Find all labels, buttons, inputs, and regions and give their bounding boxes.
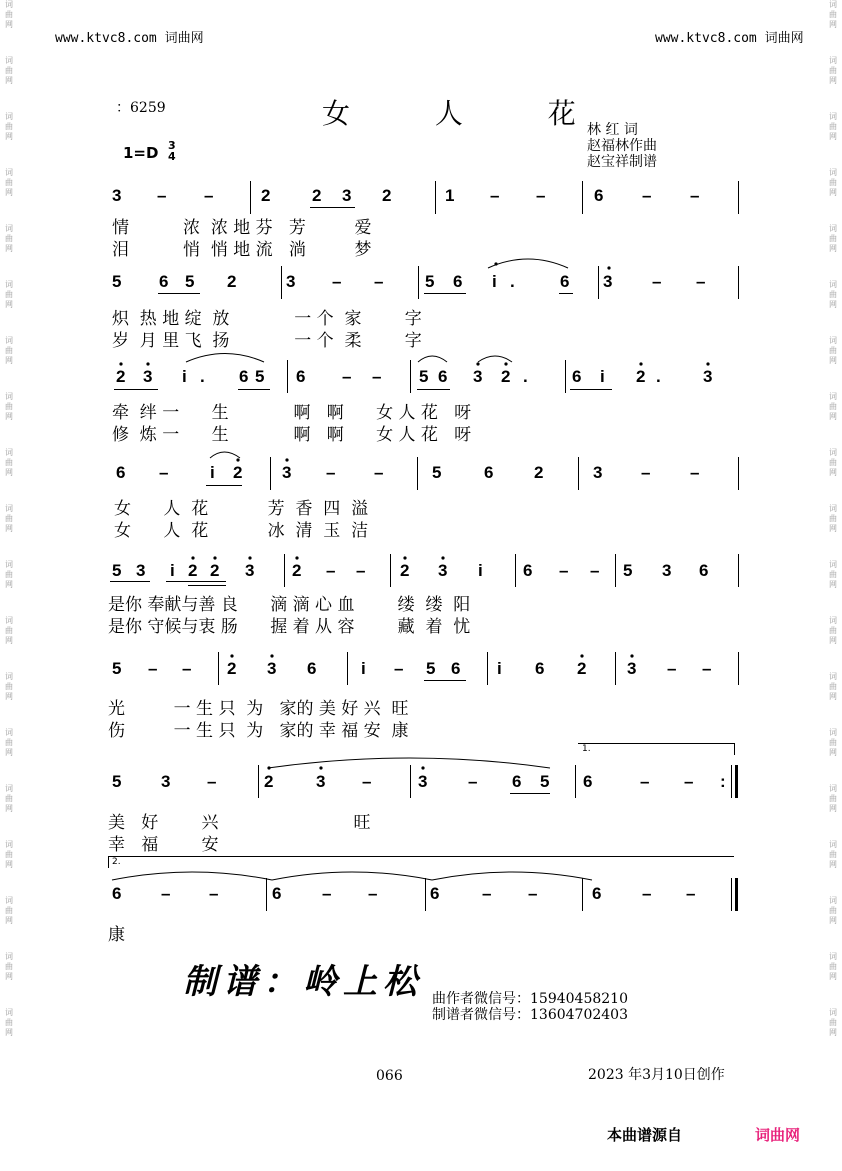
lyrics-verse-2: 伤 一 生 只 为 家的 幸 福 安 康 (108, 721, 409, 741)
watermark-text: 词 曲 网 (829, 56, 837, 85)
watermark-text: 词 曲 网 (5, 672, 13, 701)
octave-dot (476, 362, 479, 365)
watermark-text: 词 曲 网 (5, 0, 13, 29)
octave-dot (248, 556, 251, 559)
watermark-text: 词 曲 网 (829, 224, 837, 253)
lyrics-verse-1: 是你 奉献与善 良 滴 滴 心 血 缕 缕 阳 (108, 595, 471, 615)
lyrics-verse-1: 康 (108, 925, 125, 945)
watermark-text: 词 曲 网 (829, 0, 837, 29)
tie (268, 758, 550, 768)
octave-dot (494, 262, 497, 265)
lyrics-verse-1: 情 浓 浓 地 芬 芳 爱 (112, 218, 372, 238)
octave-dot (441, 556, 444, 559)
watermark-text: 词 曲 网 (5, 728, 13, 757)
watermark-text: 词 曲 网 (829, 560, 837, 589)
watermark-text: 词 曲 网 (5, 448, 13, 477)
tie (272, 872, 432, 880)
octave-dot (504, 362, 507, 365)
arranger-signature: 制谱：岭上松 (183, 962, 423, 1002)
octave-dot (580, 654, 583, 657)
lyrics-verse-1: 牵 绊 一 生 啊 啊 女 人 花 呀 (112, 403, 472, 423)
octave-dot (191, 556, 194, 559)
header-url-left[interactable]: www.ktvc8.com 词曲网 (55, 31, 204, 46)
watermark-text: 词 曲 网 (829, 672, 837, 701)
watermark-text: 词 曲 网 (829, 168, 837, 197)
header-url-right[interactable]: www.ktvc8.com 词曲网 (655, 31, 804, 46)
watermark-text: 词 曲 网 (5, 784, 13, 813)
watermark-text: 词 曲 网 (5, 616, 13, 645)
lyrics-verse-2: 泪 悄 悄 地 流 淌 梦 (112, 240, 372, 260)
lyrics-verse-1: 女 人 花 芳 香 四 溢 (114, 499, 369, 519)
octave-dot (213, 556, 216, 559)
volta-1-label: 1. (582, 744, 591, 754)
tie (478, 356, 512, 362)
watermark-text: 词 曲 网 (5, 560, 13, 589)
lyrics-verse-2: 岁 月 里 飞 扬 一 个 柔 字 (112, 331, 422, 351)
arranger-wechat: 制谱者微信号：13604702403 (432, 1007, 628, 1023)
octave-dot (319, 766, 322, 769)
lyrics-verse-1: 炽 热 地 绽 放 一 个 家 字 (112, 309, 422, 329)
creation-date: 2023 年3月10日创作 (588, 1067, 725, 1083)
octave-dot (403, 556, 406, 559)
octave-dot (706, 362, 709, 365)
time-sig-bottom: 4 (168, 150, 176, 163)
watermark-text: 词 曲 网 (5, 952, 13, 981)
lyrics-verse-1: 光 一 生 只 为 家的 美 好 兴 旺 (108, 699, 409, 719)
watermark-text: 词 曲 网 (829, 728, 837, 757)
watermark-text: 词 曲 网 (829, 392, 837, 421)
octave-dot (421, 766, 424, 769)
octave-dot (230, 654, 233, 657)
credit-composer: 赵福林作曲 (587, 138, 657, 154)
composer-wechat: 曲作者微信号：15940458210 (432, 991, 628, 1007)
source-label: 本曲谱源自 (607, 1126, 683, 1144)
credit-arranger: 赵宝祥制谱 (587, 154, 657, 170)
lyrics-verse-2: 是你 守候与衷 肠 握 着 从 容 藏 着 忧 (108, 617, 471, 637)
watermark-text: 词 曲 网 (5, 336, 13, 365)
watermark-text: 词 曲 网 (829, 952, 837, 981)
watermark-text: 词 曲 网 (829, 1008, 837, 1037)
watermark-text: 词 曲 网 (5, 840, 13, 869)
source-brand-link[interactable]: 词曲网 (755, 1126, 801, 1144)
octave-dot (639, 362, 642, 365)
watermark-text: 词 曲 网 (829, 616, 837, 645)
lyrics-verse-1: 美 好 兴 旺 (108, 813, 371, 833)
tie (418, 356, 447, 362)
octave-dot (146, 362, 149, 365)
page-title: 女 人 花 (322, 97, 614, 130)
watermark-text: 词 曲 网 (829, 504, 837, 533)
watermark-text: 词 曲 网 (5, 896, 13, 925)
watermark-text: 词 曲 网 (829, 896, 837, 925)
time-sig-top: 3 (168, 139, 176, 152)
tie (488, 259, 568, 268)
watermark-text: 词 曲 网 (5, 504, 13, 533)
watermark-text: 词 曲 网 (829, 448, 837, 477)
score-id-label: ：6259 (116, 100, 166, 116)
watermark-text: 词 曲 网 (5, 280, 13, 309)
octave-dot (119, 362, 122, 365)
watermark-text: 词 曲 网 (829, 840, 837, 869)
watermark-text: 词 曲 网 (829, 112, 837, 141)
watermark-text: 词 曲 网 (5, 168, 13, 197)
octave-dot (267, 766, 270, 769)
octave-dot (285, 458, 288, 461)
credit-lyricist: 林 红 词 (587, 122, 638, 138)
watermark-text: 词 曲 网 (5, 112, 13, 141)
watermark-text: 词 曲 网 (5, 392, 13, 421)
watermark-text: 词 曲 网 (5, 224, 13, 253)
watermark-text: 词 曲 网 (5, 1008, 13, 1037)
tie (186, 354, 264, 363)
tie (432, 872, 592, 880)
tie (210, 452, 240, 458)
tie (112, 872, 272, 880)
lyrics-verse-2: 女 人 花 冰 清 玉 洁 (114, 521, 369, 541)
octave-dot (630, 654, 633, 657)
octave-dot (607, 266, 610, 269)
key-signature: 1=D (123, 144, 159, 162)
watermark-text: 词 曲 网 (829, 280, 837, 309)
page-number: 066 (376, 1068, 403, 1084)
watermark-text: 词 曲 网 (829, 784, 837, 813)
lyrics-verse-2: 幸 福 安 (108, 835, 219, 855)
volta-2-label: 2. (112, 857, 121, 867)
octave-dot (270, 654, 273, 657)
lyrics-verse-2: 修 炼 一 生 啊 啊 女 人 花 呀 (112, 425, 472, 445)
watermark-text: 词 曲 网 (5, 56, 13, 85)
octave-dot (236, 458, 239, 461)
octave-dot (295, 556, 298, 559)
watermark-text: 词 曲 网 (829, 336, 837, 365)
